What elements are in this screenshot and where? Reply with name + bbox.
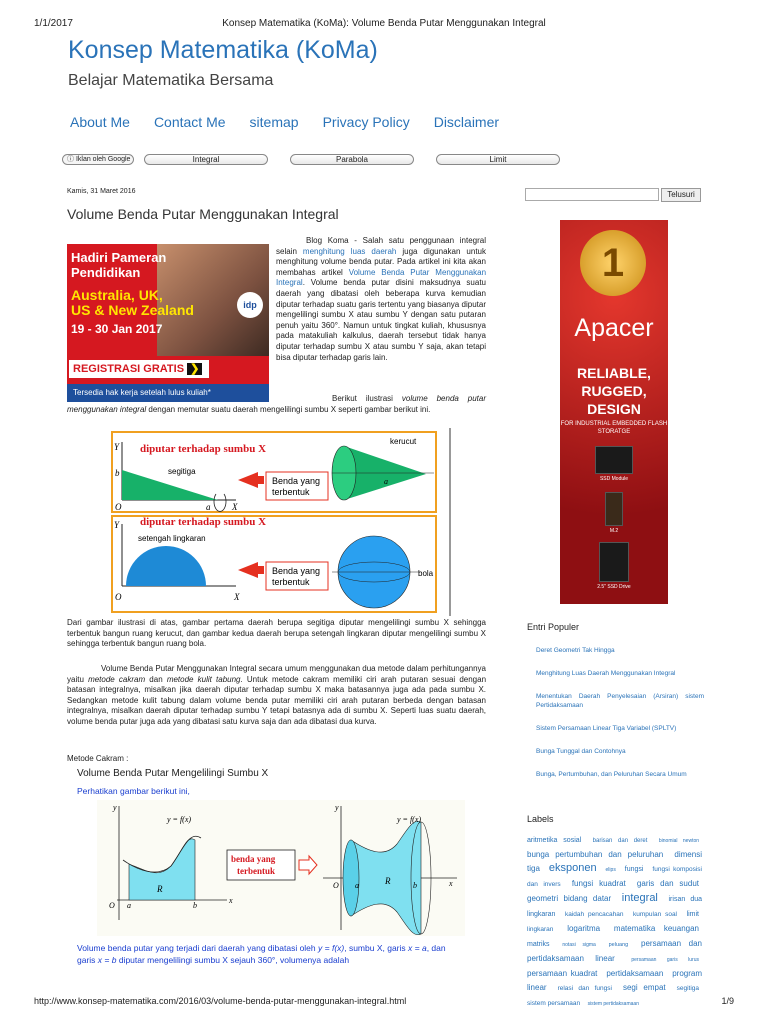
fig2b-curve-label: y = f(x) — [397, 815, 422, 824]
idp-logo: idp — [237, 292, 263, 318]
formula-caption: Volume benda putar yang terjadi dari daerah yang dibatasi oleh y = f(x), sumbu X, garis x = a, dan garis x = b diputar mengelilingi sumbu X sejauh 360°, volumenya adalah — [77, 943, 446, 965]
popular-post-6[interactable]: Bunga, Pertumbuhan, dan Peluruhan Secara Umum — [536, 771, 687, 778]
label-link[interactable]: segitiga — [676, 985, 700, 992]
label-link[interactable]: eksponen — [548, 862, 597, 874]
search-input[interactable] — [525, 188, 659, 201]
fig1-result-line1: Benda yang — [272, 476, 321, 486]
label-link[interactable]: program linear — [527, 969, 703, 992]
figure-cone-sphere — [108, 428, 452, 616]
methods-paragraph: Volume Benda Putar Menggunakan Integral secara umum menggunakan dua metode dalam perhitungannya yaitu metode cakram dan metode kulit tabung. Untuk metode cakram memiliki ciri arah putaran sesuai dengan batasan integralnya, misalkan jika daerah diputar terhadap sumbu X maka batasannya juga ada pada sumbu X. Sedangkan metode kulit tabung dalam volume benda putar memiliki ciri arah putaran berbeda dengan batasan integralnya, misalkan daerah diputar terhadap sumbu Y tetapi batasnya ada di sumbu X. Seperti luas suatu daerah, volume benda putar juga ada yang dibatasi satu kurva saja dan ada dibatasi dua kurva. — [67, 664, 487, 726]
product-ssd-module: SSD Module — [560, 446, 668, 482]
fig1-origin: O — [115, 502, 122, 512]
label-link[interactable]: fungsi komposisi dan invers — [527, 866, 702, 888]
fig1-solid-kerucut: kerucut — [390, 437, 417, 446]
popular-post-4[interactable]: Sistem Persamaan Linear Tiga Variabel (SPLTV) — [536, 725, 677, 732]
nav-about-me[interactable]: About Me — [70, 114, 130, 130]
fig1b-axis-x: X — [234, 592, 240, 602]
nav-disclaimer[interactable]: Disclaimer — [433, 114, 500, 130]
label-link[interactable]: irisan dua lingkaran — [527, 896, 703, 918]
label-link[interactable]: sistem pertidaksamaan — [587, 1001, 639, 1007]
link-luas-daerah[interactable]: menghitung luas daerah — [302, 246, 397, 256]
label-link[interactable]: kaidah pencacahan — [564, 911, 624, 918]
print-title: Konsep Matematika (KoMa): Volume Benda Putar Menggunakan Integral — [222, 18, 546, 29]
label-link[interactable]: relasi dan fungsi — [557, 985, 612, 992]
nav-sitemap[interactable]: sitemap — [249, 114, 299, 130]
fig2-axis-x: x — [229, 896, 233, 905]
label-link[interactable]: fungsi — [624, 866, 644, 873]
popular-post-2[interactable]: Menghitung Luas Daerah Menggunakan Integral — [536, 670, 676, 677]
promo-countries: Australia, UK, US & New Zealand — [71, 287, 194, 318]
fig2b-origin: O — [333, 881, 339, 890]
fig1-region-segitiga: segitiga — [168, 467, 196, 476]
fig1b-axis-y: Y — [114, 520, 120, 530]
fig2b-label-a: a — [355, 881, 359, 890]
illustration-intro: Berikut ilustrasi volume benda putar menggunakan integral dengan memutar suatu daerah mengelilingi sumbu X seperti gambar berikut ini. — [67, 394, 486, 414]
label-link[interactable]: limit — [686, 911, 700, 918]
popular-post-3[interactable]: Menentukan Daerah Penyelesaian (Arsiran) sistem Pertidaksamaan — [536, 693, 704, 709]
label-link[interactable]: peluang — [608, 942, 629, 948]
label-link[interactable]: persamaan kuadrat — [527, 969, 598, 978]
blog-description: Belajar Matematika Bersama — [68, 72, 274, 89]
top-nav — [70, 114, 523, 130]
promo-footer: Tersedia hak kerja setelah lulus kuliah* — [67, 384, 269, 402]
fig2-label-a: a — [127, 901, 131, 910]
fig2-label-b: b — [193, 901, 197, 910]
post-date: Kamis, 31 Maret 2016 — [67, 188, 136, 195]
print-url: http://www.konsep-matematika.com/2016/03/volume-benda-putar-menggunakan-integral.html — [34, 996, 407, 1006]
fig1-label-a: a — [206, 502, 211, 512]
fig1-top-title: diputar terhadap sumbu X — [140, 443, 267, 455]
metode-cakram-label: Metode Cakram : — [67, 754, 129, 763]
fig1b-origin: O — [115, 592, 122, 602]
fig1-axis-x: X — [232, 502, 238, 512]
label-link[interactable]: elips — [605, 867, 616, 873]
popular-posts-list — [536, 646, 704, 793]
labels-cloud — [527, 832, 702, 1010]
label-link[interactable]: notasi sigma — [562, 942, 596, 948]
ad-subline: FOR INDUSTRIAL EMBEDDED FLASH STORATGE — [560, 421, 668, 435]
label-link[interactable]: logaritma — [567, 924, 601, 933]
label-link[interactable]: geometri bidang datar — [527, 894, 612, 903]
ad-tagline: RELIABLE, RUGGED, DESIGN — [577, 365, 651, 417]
blog-title[interactable]: Konsep Matematika (KoMa) — [68, 36, 378, 64]
labels-title: Labels — [527, 814, 554, 824]
register-button[interactable]: REGISTRASI GRATIS ❯ — [69, 360, 209, 378]
nav-contact-me[interactable]: Contact Me — [153, 114, 226, 130]
ad-link-limit[interactable]: Limit — [436, 154, 560, 165]
fig2-result-line2: terbentuk — [237, 866, 275, 876]
print-footer — [34, 996, 734, 1006]
fig2b-label-b: b — [413, 881, 417, 890]
nav-privacy-policy[interactable]: Privacy Policy — [322, 114, 410, 130]
promo-banner[interactable] — [67, 244, 269, 402]
label-link[interactable]: bunga pertumbuhan dan peluruhan — [527, 850, 664, 859]
label-link[interactable]: matriks — [527, 941, 550, 948]
fig1-label-b: b — [115, 468, 120, 478]
popular-posts-title: Entri Populer — [527, 622, 580, 632]
label-link[interactable]: kumpulan soal — [633, 911, 678, 918]
post-title[interactable]: Volume Benda Putar Menggunakan Integral — [67, 206, 339, 222]
sub-heading: Volume Benda Putar Mengelilingi Sumbu X — [77, 768, 269, 779]
fig2-origin: O — [109, 901, 115, 910]
promo-dates: 19 - 30 Jan 2017 — [71, 322, 163, 336]
label-link[interactable]: barisan dan deret — [592, 838, 648, 844]
fig1-result-line2: terbentuk — [272, 487, 310, 497]
label-link[interactable]: dimensi tiga — [527, 850, 702, 873]
fig2-curve-label: y = f(x) — [167, 815, 192, 824]
popular-post-1[interactable]: Deret Geometri Tak Hingga — [536, 647, 615, 654]
product-m2: M.2 — [560, 492, 668, 534]
label-link[interactable]: pertidaksamaan — [606, 969, 664, 978]
label-link[interactable]: persamaan dan pertidaksamaan linear — [527, 939, 702, 963]
label-link[interactable]: garis dan sudut — [636, 879, 699, 888]
sub-note: Perhatikan gambar berikut ini, — [77, 786, 190, 796]
label-link[interactable]: persamaan garis lurus — [631, 957, 700, 963]
product-ssd-drive: 2.5" SSD Drive — [560, 542, 668, 590]
promo-heading: Hadiri Pameran Pendidikan — [71, 250, 167, 280]
label-link[interactable]: segi empat — [622, 983, 666, 992]
fig2b-axis-y: y — [335, 803, 339, 812]
ad-link-integral[interactable]: Integral — [144, 154, 268, 165]
fig2b-axis-x: x — [449, 879, 453, 888]
label-link[interactable]: binomial newton — [658, 838, 700, 844]
figure-disk-method — [97, 800, 465, 936]
fig1-solid-bola: bola — [418, 569, 434, 578]
fig1-region-setengah-lingkaran: setengah lingkaran — [138, 534, 206, 543]
fig2b-region-r: R — [385, 876, 391, 886]
fig1b-result-line2: terbentuk — [272, 577, 310, 587]
fig1b-result-line1: Benda yang — [272, 566, 321, 576]
apacer-ad[interactable] — [560, 220, 668, 604]
ads-by-google[interactable]: ⓘ Iklan oleh Google — [62, 154, 134, 165]
figure-explanation: Dari gambar ilustrasi di atas, gambar pertama daerah berupa segitiga diputar mengelilingi sumbu X sehingga terbentuk bangun ruang kerucut, dan gambar kedua daerah berupa setengah lingkaran diputar mengelilingi sumbu X sehingga terbentuk bangun ruang bola. — [67, 618, 486, 649]
ad-link-bar — [62, 154, 582, 165]
arrow-right-icon: ❯ — [187, 363, 202, 375]
fig2-region-r: R — [157, 884, 163, 894]
print-date: 1/1/2017 — [34, 18, 73, 29]
label-link[interactable]: sistem persamaan — [527, 1000, 581, 1007]
fig2-result-line1: benda yang — [231, 854, 276, 864]
fig1-cone-a: a — [384, 477, 388, 486]
print-page-number: 1/9 — [721, 996, 734, 1006]
info-icon: ⓘ — [67, 156, 76, 163]
ad-link-parabola[interactable]: Parabola — [290, 154, 414, 165]
intro-paragraph: Blog Koma - Salah satu penggunaan integral selain menghitung luas daerah juga digunakan untuk menghitung volume benda putar. Pada artikel ini kita akan membahas artikel Volume Benda Putar Menggunakan Integral. Volume benda putar disini maksudnya suatu daerah yang dibatasi oleh beberapa kurva kemudian diputar terhadap suatu garis tertentu yang biasanya diputar mengelilingi sumbu X atau sumbu Y dengan satu putaran penuh yaitu 360°. Namun untuk tingkat kuliah, khususnya pada matakuliah kalkulus, daerah tersebut tidak hanya diputar terhadap sumbu X atau sumbu Y saja, akan tetapi bisa diputar terhadap garis lain. — [276, 236, 487, 362]
label-link[interactable]: aritmetika sosial — [527, 837, 582, 844]
label-link[interactable]: matematika keuangan — [613, 924, 699, 933]
fig1-axis-y: Y — [114, 442, 120, 452]
search-button[interactable]: Telusuri — [661, 188, 701, 202]
fig2-axis-y: y — [113, 803, 117, 812]
label-link[interactable]: integral — [621, 892, 658, 904]
label-link[interactable]: lingkaran — [527, 926, 554, 933]
rank-medal: 1 — [580, 230, 646, 296]
ad-brand: Apacer — [574, 314, 654, 342]
label-link[interactable]: fungsi kuadrat — [571, 879, 626, 888]
link-volume-benda-putar[interactable]: Volume Benda Putar Menggunakan Integral — [276, 267, 487, 288]
fig1-bottom-title: diputar terhadap sumbu X — [140, 516, 267, 528]
popular-post-5[interactable]: Bunga Tunggal dan Contohnya — [536, 748, 626, 755]
